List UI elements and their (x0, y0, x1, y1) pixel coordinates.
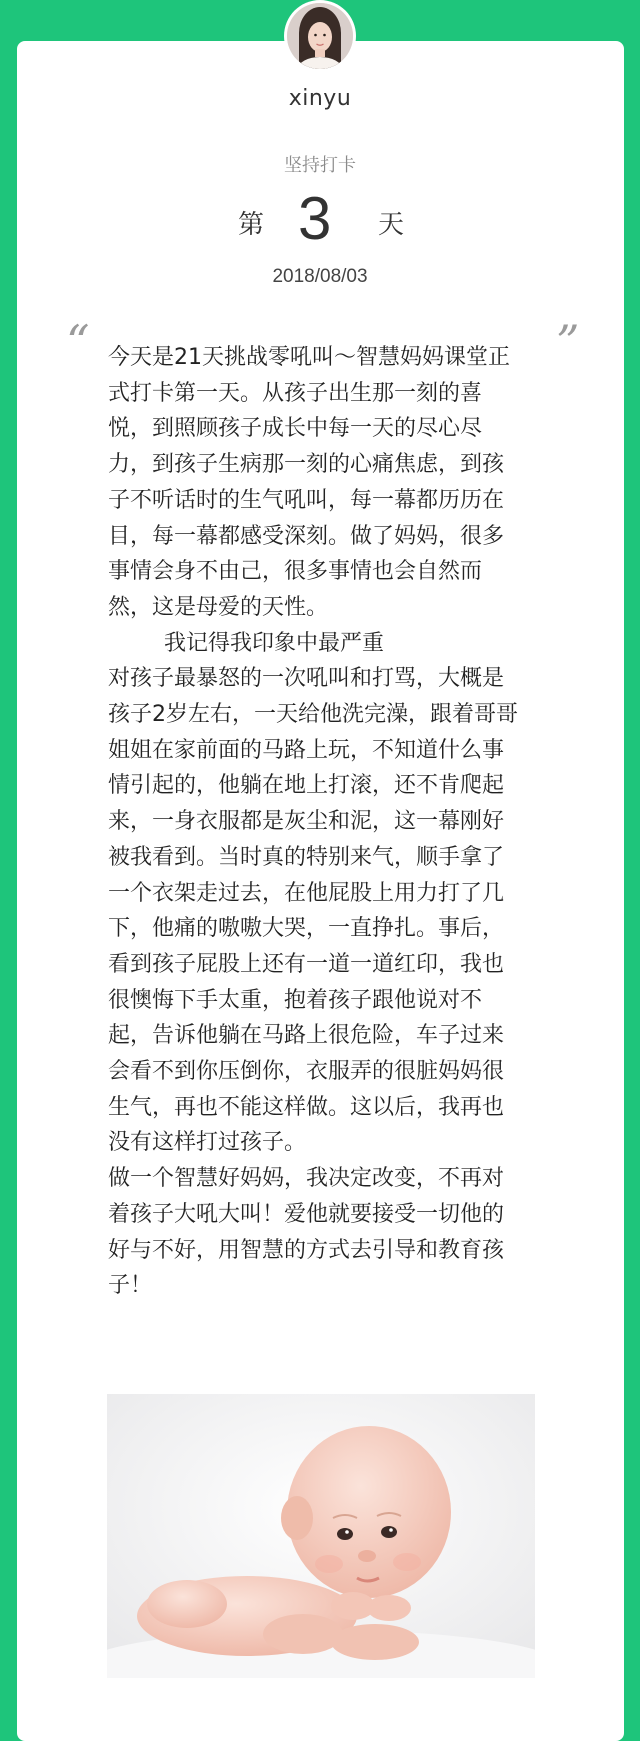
baby-photo-icon (107, 1394, 535, 1678)
day-suffix: 天 (378, 210, 405, 240)
baby-photo[interactable] (107, 1394, 535, 1678)
username: xinyu (288, 86, 352, 111)
day-counter (0, 185, 640, 256)
paragraph: 做一个智慧好妈妈，我决定改变，不再对着孩子大吼大叫！爱他就要接受一切他的好与不好，用智慧的方式去引导和教育孩子！ (108, 1166, 505, 1299)
close-quote-icon: ” (556, 315, 580, 369)
avatar[interactable] (284, 0, 356, 72)
paragraph: 对孩子最暴怒的一次吼叫和打骂，大概是孩子2岁左右，一天给他洗完澡，跟着哥哥姐姐在家前面的马路上玩，不知道什么事情引起的，他躺在地上打滚，还不肯爬起来，一身衣服都是灰尘和泥，这一幕刚好被我看到。当时真的特别来气，顺手拿了一个衣架走过去，在他屁股上用力打了几下，他痛的嗷嗷大哭，一直挣扎。事后，看到孩子屁股上还有一道一道红印，我也很懊悔下手太重，抱着孩子跟他说对不起，告诉他躺在马路上很危险，车子过来会看不到你压倒你，衣服弄的很脏妈妈很生气，再也不能这样做。这以后，我再也没有这样打过孩子。 (108, 666, 518, 1156)
article-body (108, 340, 518, 1304)
paragraph: 我记得我印象中最严重 (164, 630, 385, 656)
checkin-date: 2018/08/03 (272, 266, 368, 287)
paragraph: 今天是21天挑战零吼叫～智慧妈妈课堂正式打卡第一天。从孩子出生那一刻的喜悦，到照顾孩子成长中每一天的尽心尽力，到孩子生病那一刻的心痛焦虑，到孩子不听话时的生气吼叫，每一幕都历历在目，每一幕都感受深刻。做了妈妈，很多事情会身不由己，很多事情也会自然而然，这是母爱的天性。 (108, 345, 510, 620)
open-quote-icon: “ (66, 315, 90, 369)
avatar-photo-icon (287, 3, 353, 69)
day-prefix: 第 (238, 210, 265, 240)
day-number: 3 (298, 185, 332, 252)
checkin-label: 坚持打卡 (284, 155, 356, 176)
